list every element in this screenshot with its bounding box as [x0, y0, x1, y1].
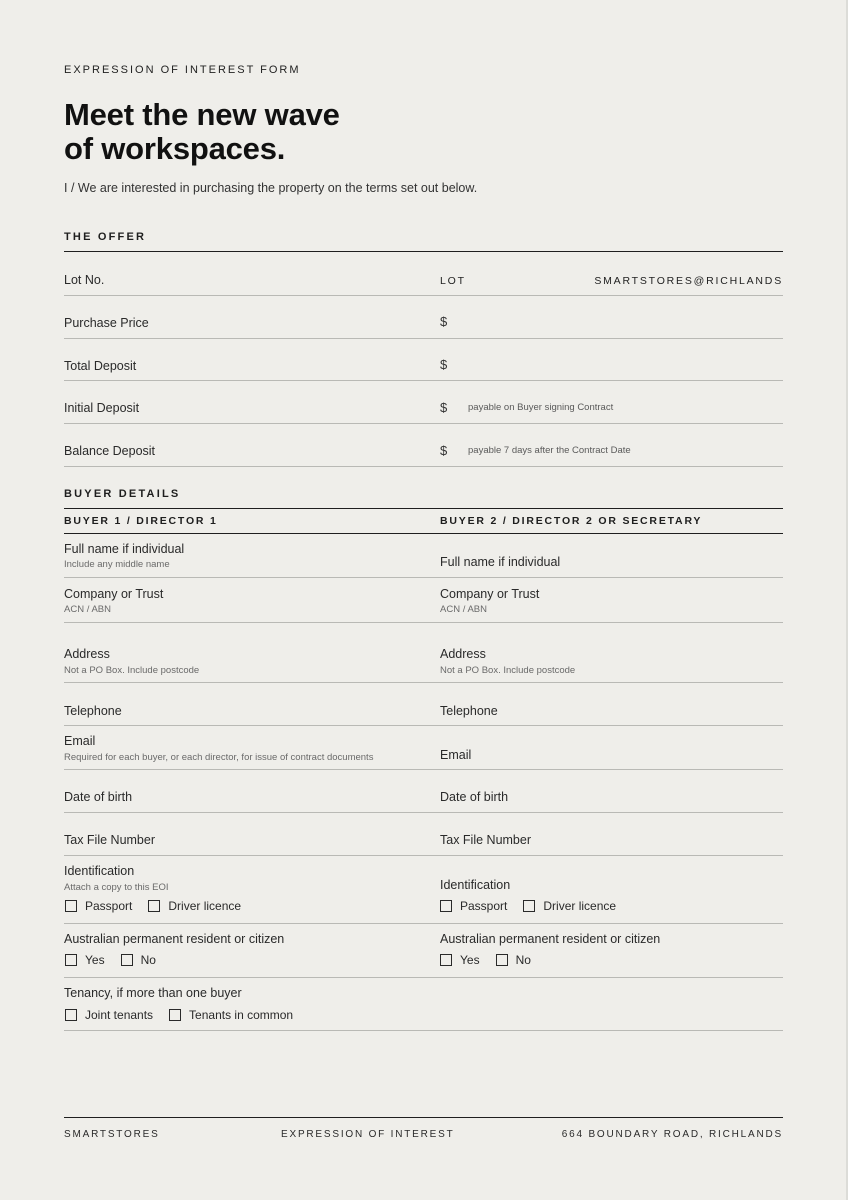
intro-text: I / We are interested in purchasing the property on the terms set out below.	[64, 181, 478, 195]
tenants-in-common-checkbox[interactable]	[169, 1009, 181, 1021]
buyer-2-address-hint: Not a PO Box. Include postcode	[440, 665, 576, 676]
buyer-1-address-field[interactable]: Address	[64, 647, 110, 661]
tenancy-label: Tenancy, if more than one buyer	[64, 986, 242, 1000]
initial-deposit-label: Initial Deposit	[64, 401, 140, 415]
buyer-2-residency-options	[440, 953, 547, 967]
lot-tag: LOT	[440, 275, 466, 287]
lot-project: SMARTSTORES@RICHLANDS	[594, 275, 783, 287]
divider	[64, 923, 783, 924]
buyer-1-driver-licence-checkbox[interactable]	[148, 900, 160, 912]
divider	[64, 295, 783, 296]
balance-deposit-field[interactable]: $	[440, 443, 448, 458]
divider	[64, 682, 783, 683]
footer-divider	[64, 1117, 783, 1118]
buyer-2-residency-label: Australian permanent resident or citizen	[440, 932, 661, 946]
buyer-1-identification-options	[65, 899, 257, 913]
divider	[64, 338, 783, 339]
buyer-1-email-field[interactable]: Email	[64, 734, 96, 748]
buyer-1-identification-label: Identification	[64, 864, 135, 878]
total-deposit-label: Total Deposit	[64, 359, 137, 373]
divider	[64, 812, 783, 813]
divider	[64, 577, 783, 578]
initial-deposit-note: payable on Buyer signing Contract	[468, 402, 614, 413]
offer-heading: THE OFFER	[64, 231, 147, 243]
buyer-1-fullname-hint: Include any middle name	[64, 559, 170, 570]
divider	[64, 508, 783, 509]
buyer-2-resident-yes-checkbox[interactable]	[440, 954, 452, 966]
buyer-2-tfn-field[interactable]: Tax File Number	[440, 833, 531, 847]
buyer-2-fullname-field[interactable]: Full name if individual	[440, 555, 561, 569]
balance-deposit-note: payable 7 days after the Contract Date	[468, 445, 631, 456]
buyer-1-identification-hint: Attach a copy to this EOI	[64, 882, 169, 893]
checkbox-label: Passport	[85, 899, 133, 913]
buyer-2-dob-field[interactable]: Date of birth	[440, 790, 509, 804]
buyer-1-heading: BUYER 1 / DIRECTOR 1	[64, 515, 218, 527]
purchase-price-label: Purchase Price	[64, 316, 149, 330]
buyer-2-company-field[interactable]: Company or Trust	[440, 587, 540, 601]
buyer-2-identification-options	[440, 899, 632, 913]
divider	[64, 533, 783, 534]
buyer-2-email-field[interactable]: Email	[440, 748, 472, 762]
buyer-1-resident-no-checkbox[interactable]	[121, 954, 133, 966]
page-title	[64, 98, 340, 166]
buyer-1-residency-label: Australian permanent resident or citizen	[64, 932, 285, 946]
checkbox-label: Yes	[85, 953, 105, 967]
balance-deposit-label: Balance Deposit	[64, 444, 156, 458]
buyer-1-tfn-field[interactable]: Tax File Number	[64, 833, 155, 847]
checkbox-label: Driver licence	[543, 899, 617, 913]
checkbox-label: Passport	[460, 899, 508, 913]
checkbox-label: No	[515, 953, 531, 967]
buyer-details-heading: BUYER DETAILS	[64, 488, 181, 500]
joint-tenants-checkbox[interactable]	[65, 1009, 77, 1021]
divider	[64, 1030, 783, 1031]
purchase-price-field[interactable]: $	[440, 314, 448, 329]
divider	[64, 423, 783, 424]
divider	[64, 466, 783, 467]
buyer-1-residency-options	[65, 953, 172, 967]
buyer-2-resident-no-checkbox[interactable]	[496, 954, 508, 966]
title-line-2: of workspaces.	[64, 131, 286, 166]
initial-deposit-field[interactable]: $	[440, 400, 448, 415]
buyer-1-address-hint: Not a PO Box. Include postcode	[64, 665, 200, 676]
checkbox-label: No	[140, 953, 156, 967]
buyer-2-address-field[interactable]: Address	[440, 647, 486, 661]
title-line-1: Meet the new wave	[64, 97, 340, 132]
divider	[64, 380, 783, 381]
buyer-2-company-hint: ACN / ABN	[440, 604, 487, 615]
checkbox-label: Driver licence	[168, 899, 242, 913]
buyer-1-company-field[interactable]: Company or Trust	[64, 587, 164, 601]
divider	[64, 725, 783, 726]
lot-label: Lot No.	[64, 273, 105, 287]
buyer-1-email-hint: Required for each buyer, or each director, for issue of contract documents	[64, 752, 374, 763]
footer-address: 664 BOUNDARY ROAD, RICHLANDS	[561, 1129, 783, 1140]
divider	[64, 251, 783, 252]
buyer-1-company-hint: ACN / ABN	[64, 604, 111, 615]
footer-brand: SMARTSTORES	[64, 1129, 160, 1140]
buyer-2-passport-checkbox[interactable]	[440, 900, 452, 912]
buyer-2-identification-label: Identification	[440, 878, 511, 892]
total-deposit-field[interactable]: $	[440, 357, 448, 372]
checkbox-label: Joint tenants	[85, 1008, 154, 1022]
buyer-2-telephone-field[interactable]: Telephone	[440, 704, 498, 718]
divider	[64, 622, 783, 623]
divider	[64, 977, 783, 978]
checkbox-label: Yes	[460, 953, 480, 967]
buyer-1-fullname-field[interactable]: Full name if individual	[64, 542, 185, 556]
buyer-1-resident-yes-checkbox[interactable]	[65, 954, 77, 966]
form-eyebrow: EXPRESSION OF INTEREST FORM	[64, 64, 301, 76]
tenancy-options	[65, 1008, 309, 1022]
divider	[64, 769, 783, 770]
checkbox-label: Tenants in common	[189, 1008, 294, 1022]
footer-title: EXPRESSION OF INTEREST	[281, 1129, 455, 1140]
buyer-2-heading: BUYER 2 / DIRECTOR 2 OR SECRETARY	[440, 515, 703, 527]
buyer-1-telephone-field[interactable]: Telephone	[64, 704, 122, 718]
buyer-1-dob-field[interactable]: Date of birth	[64, 790, 133, 804]
buyer-1-passport-checkbox[interactable]	[65, 900, 77, 912]
divider	[64, 855, 783, 856]
buyer-2-driver-licence-checkbox[interactable]	[523, 900, 535, 912]
